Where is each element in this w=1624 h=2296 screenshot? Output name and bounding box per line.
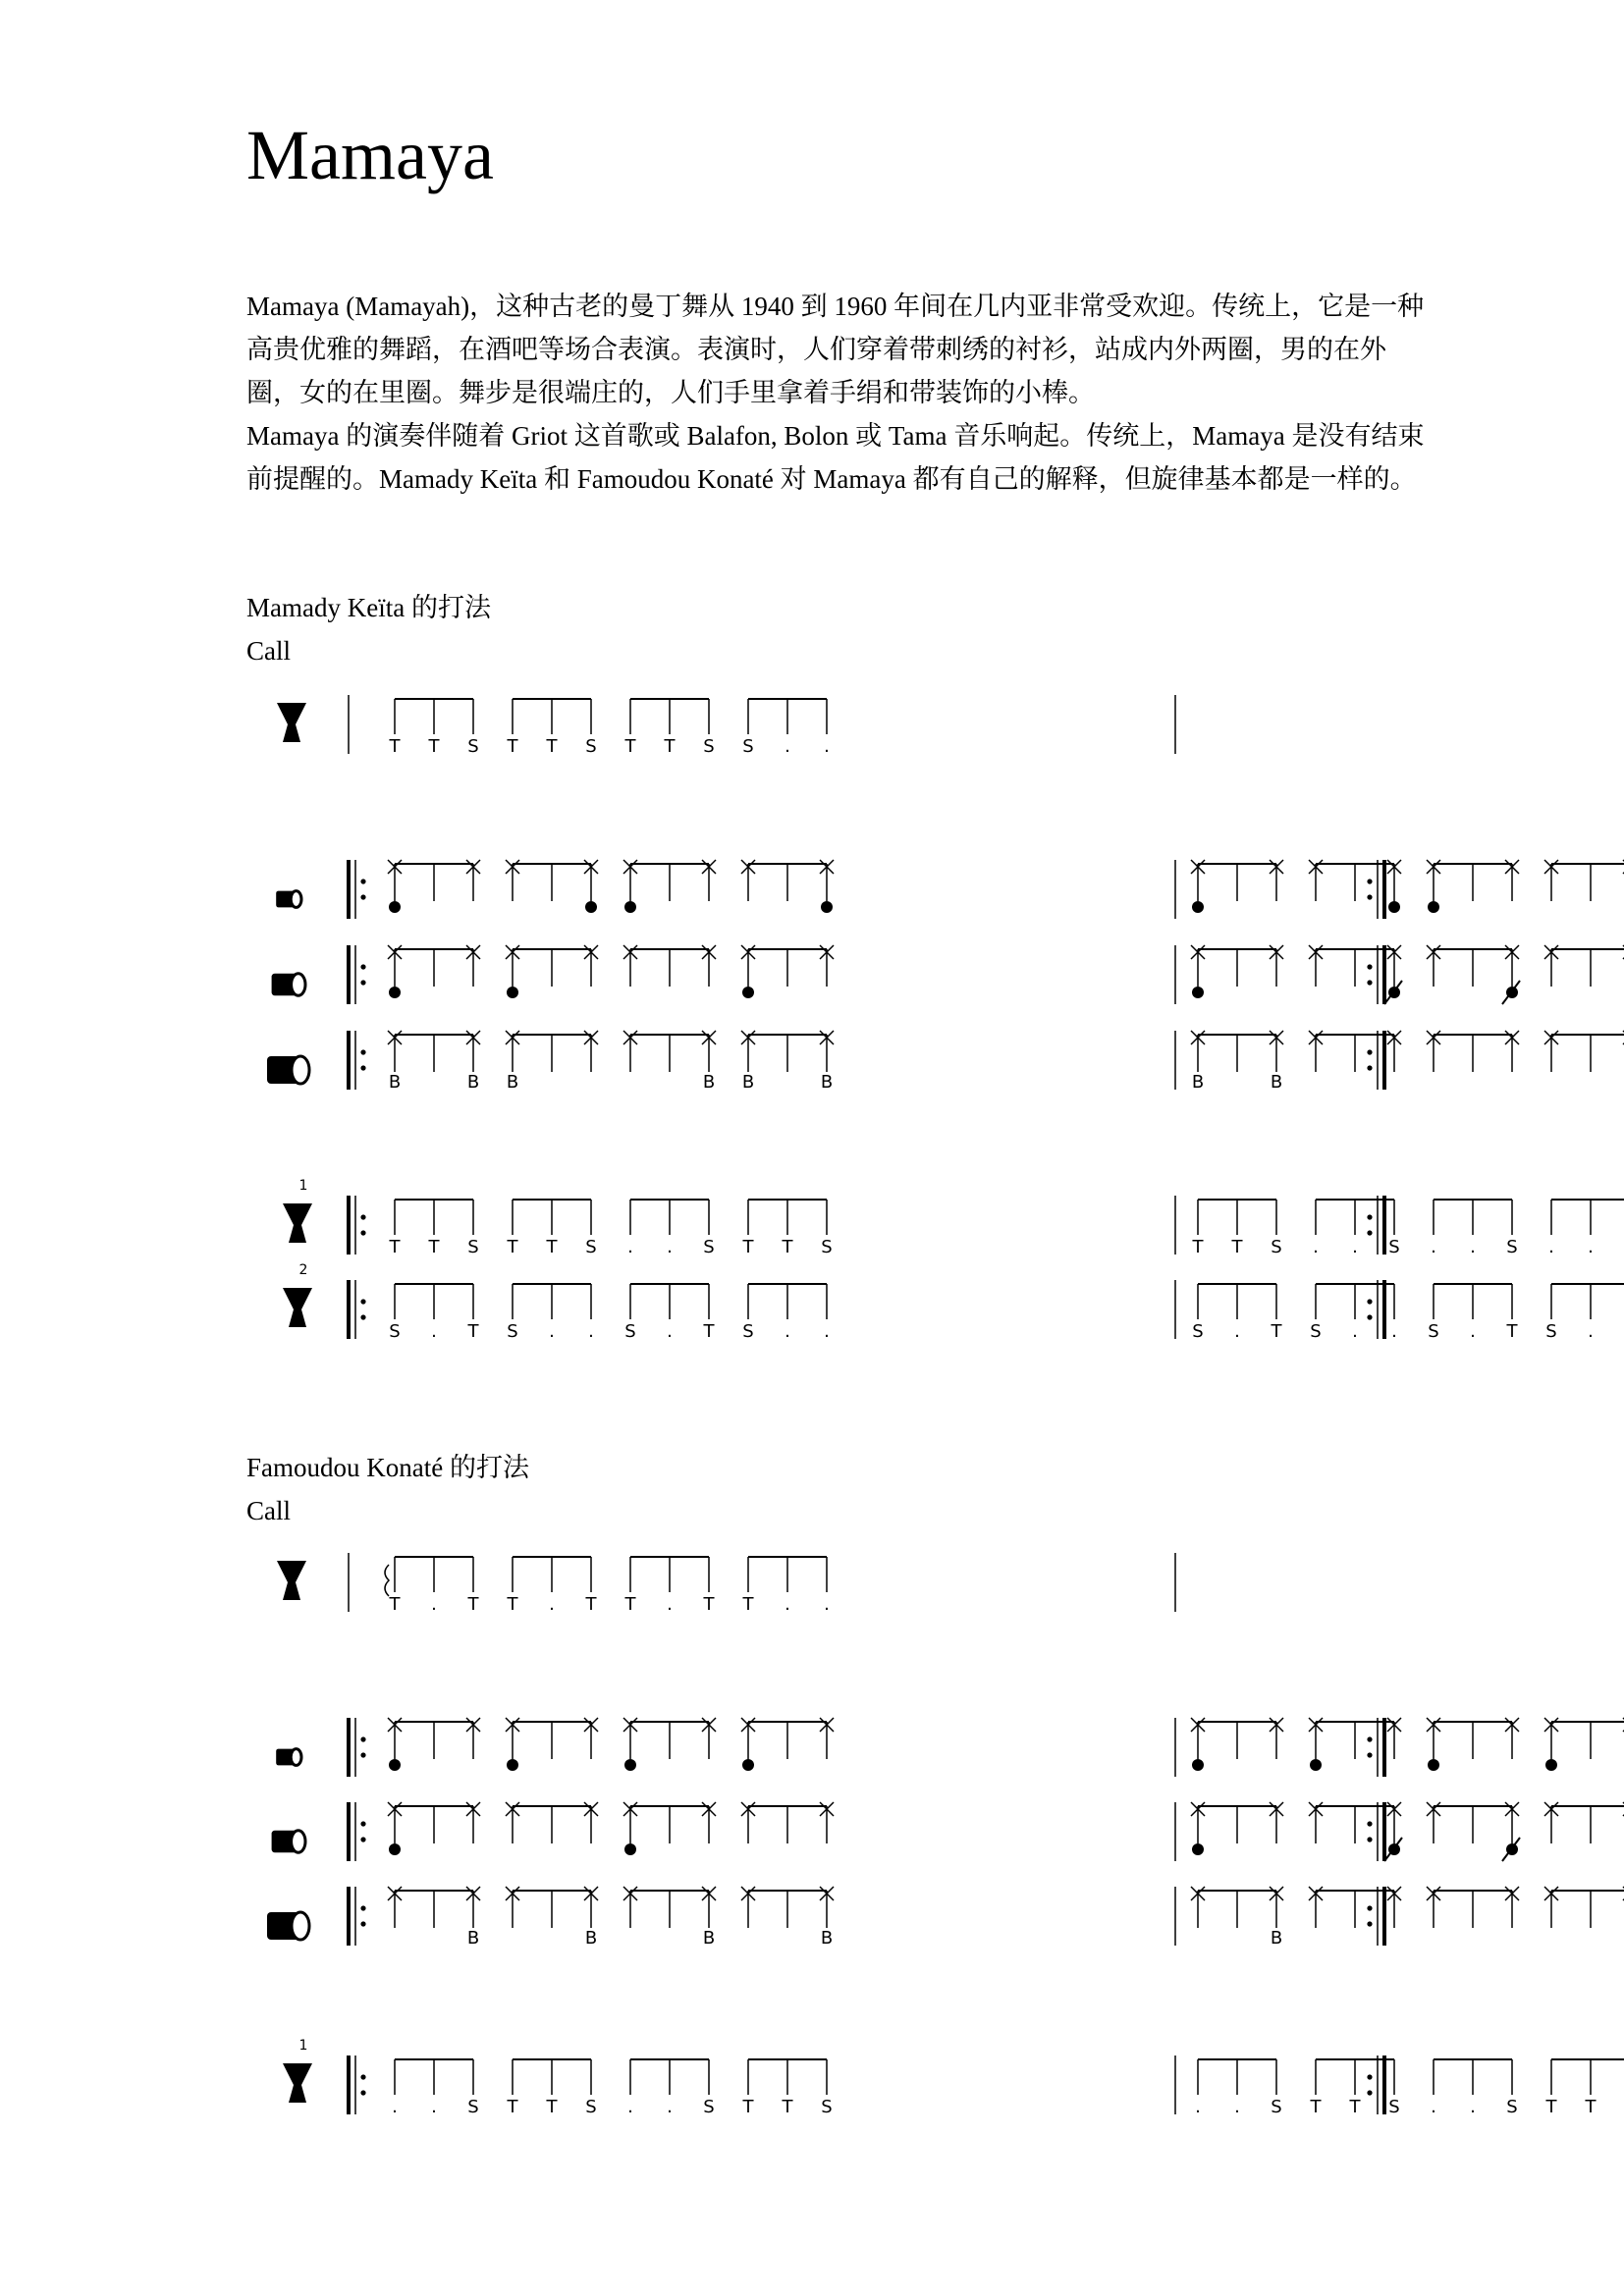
stroke-symbol: .	[1470, 2097, 1476, 2117]
repeat-dot	[360, 894, 365, 899]
repeat-dot	[360, 1837, 365, 1842]
stroke-symbol: S	[467, 736, 479, 757]
stroke-symbol: .	[588, 1321, 594, 1342]
dundunba-icon	[267, 1912, 309, 1940]
repeat-dot	[360, 1214, 365, 1219]
repeat-dot	[1367, 1299, 1372, 1304]
bass-note: B	[466, 1928, 480, 1949]
stroke-symbol: T	[703, 1321, 715, 1342]
bass-note: B	[741, 1072, 755, 1093]
repeat-dot	[1367, 1752, 1372, 1757]
section-heading-keita: Mamady Keïta 的打法	[246, 593, 491, 622]
stroke-symbol: T	[1192, 1237, 1204, 1257]
dundun-head	[292, 1056, 309, 1084]
stroke-symbol: S	[1310, 1321, 1322, 1342]
open-note	[1388, 901, 1400, 913]
stroke-symbol: S	[703, 2097, 715, 2117]
stroke-symbol: S	[742, 736, 754, 757]
stroke-symbol: .	[627, 1237, 633, 1257]
stroke-symbol: .	[1391, 1321, 1397, 1342]
djembe-icon	[283, 1203, 312, 1243]
repeat-dot	[360, 2090, 365, 2095]
stroke-symbol: .	[667, 1237, 673, 1257]
repeat-dot	[1367, 1314, 1372, 1319]
bass-note: B	[506, 1072, 519, 1093]
stroke-symbol: T	[782, 2097, 793, 2117]
stroke-symbol: S	[1506, 1237, 1518, 1257]
repeat-dot	[360, 2074, 365, 2079]
repeat-dot	[360, 1230, 365, 1235]
stroke-symbol: T	[1271, 1321, 1282, 1342]
repeat-dot	[360, 1905, 365, 1910]
stroke-symbol: T	[546, 2097, 558, 2117]
repeat-dot	[360, 1049, 365, 1054]
stroke-symbol: .	[1588, 1237, 1594, 1257]
stroke-symbol: S	[1192, 1321, 1204, 1342]
stroke-symbol: S	[1388, 1237, 1400, 1257]
repeat-dot	[1367, 1736, 1372, 1741]
bass-note: B	[820, 1928, 834, 1949]
repeat-dot	[360, 1921, 365, 1926]
stroke-symbol: .	[785, 736, 790, 757]
stroke-symbol: .	[627, 2097, 633, 2117]
dundun-head	[291, 1749, 301, 1766]
bass-note: B	[466, 1072, 480, 1093]
stroke-symbol: S	[1545, 1321, 1557, 1342]
stroke-symbol: .	[667, 1594, 673, 1615]
sangban-icon	[272, 974, 305, 995]
stroke-symbol: S	[585, 736, 597, 757]
dundun-head	[292, 1912, 309, 1940]
repeat-dot	[1367, 1921, 1372, 1926]
repeat-dot	[1367, 964, 1372, 969]
stroke-symbol: .	[431, 1594, 437, 1615]
dundun-head	[291, 891, 301, 908]
stroke-symbol: .	[431, 1321, 437, 1342]
kenkeni-icon	[276, 1749, 301, 1766]
stroke-symbol: .	[667, 2097, 673, 2117]
stroke-symbol: S	[624, 1321, 636, 1342]
open-note	[507, 987, 518, 998]
stroke-symbol: T	[389, 1237, 401, 1257]
repeat-dot	[360, 1736, 365, 1741]
stroke-symbol: T	[742, 2097, 754, 2117]
djembe-shape	[283, 1203, 312, 1243]
repeat-dot	[360, 1299, 365, 1304]
open-note	[624, 1843, 636, 1855]
stroke-symbol: .	[1431, 2097, 1436, 2117]
intro-paragraph-1: Mamaya (Mamayah)，这种古老的曼丁舞从 1940 到 1960 年间在几内亚非常受欢迎。传统上，它是一种高贵优雅的舞蹈，在酒吧等场合表演。表演时，人们穿着带刺绣的衬衫，站成内外两圈，男的在外圈，女的在里圈。舞步是很端庄的，人们手里拿着手绢和带装饰的小棒。	[246, 292, 1425, 407]
intro-paragraph-2: Mamaya 的演奏伴随着 Griot 这首歌或 Balafon, Bolon 或 Tama 音乐响起。传统上，Mamaya 是没有结束前提醒的。Mamady Keïta 和 Famoudou Konaté 对 Mamaya 都有自己的解释，但旋律基本都是一样的。	[246, 421, 1425, 494]
stroke-symbol: .	[824, 1321, 830, 1342]
stroke-symbol: T	[1506, 1321, 1518, 1342]
repeat-dot	[1367, 1821, 1372, 1826]
bass-note: B	[702, 1072, 716, 1093]
stroke-symbol: S	[467, 2097, 479, 2117]
repeat-dot	[360, 1065, 365, 1070]
stroke-symbol: .	[667, 1321, 673, 1342]
stroke-symbol: T	[664, 736, 676, 757]
stroke-symbol: .	[549, 1321, 555, 1342]
flam-mark	[385, 1565, 389, 1596]
bass-note: B	[1270, 1072, 1283, 1093]
repeat-dot	[360, 980, 365, 985]
repeat-dot	[1367, 1230, 1372, 1235]
dundun-head	[292, 974, 305, 995]
repeat-dot	[1367, 980, 1372, 985]
dundunba-icon	[267, 1056, 309, 1084]
bass-note: B	[1270, 1928, 1283, 1949]
stroke-symbol: .	[1548, 1237, 1554, 1257]
stroke-symbol: S	[1271, 2097, 1282, 2117]
open-note	[1192, 987, 1204, 998]
stroke-symbol: .	[1313, 1237, 1319, 1257]
djembe-shape	[283, 2063, 312, 2103]
bass-note: B	[820, 1072, 834, 1093]
djembe-icon	[277, 1561, 306, 1600]
stroke-symbol: .	[549, 1594, 555, 1615]
stroke-symbol: .	[1195, 2097, 1201, 2117]
stroke-symbol: S	[703, 736, 715, 757]
repeat-dot	[1367, 1837, 1372, 1842]
open-note	[624, 1759, 636, 1771]
dundun-head	[292, 1831, 305, 1852]
open-note	[1192, 1759, 1204, 1771]
stroke-symbol: S	[585, 1237, 597, 1257]
repeat-dot	[360, 879, 365, 883]
stroke-symbol: T	[1545, 2097, 1557, 2117]
stroke-symbol: .	[1234, 2097, 1240, 2117]
stroke-symbol: T	[624, 736, 636, 757]
voice-number: 1	[298, 2038, 308, 2054]
stroke-symbol: T	[624, 1594, 636, 1615]
stroke-symbol: T	[742, 1594, 754, 1615]
stroke-symbol: S	[507, 1321, 518, 1342]
stroke-symbol: T	[507, 1237, 518, 1257]
voice-number: 1	[298, 1178, 308, 1194]
call-label-konate: Call	[246, 1496, 291, 1525]
voice-number: 2	[298, 1262, 308, 1278]
section-heading-konate: Famoudou Konaté 的打法	[246, 1453, 529, 1482]
djembe-shape	[277, 703, 306, 742]
repeat-dot	[1367, 2074, 1372, 2079]
repeat-dot	[1367, 1905, 1372, 1910]
stroke-symbol: T	[782, 1237, 793, 1257]
stroke-symbol: T	[467, 1321, 479, 1342]
stroke-symbol: T	[585, 1594, 597, 1615]
stroke-symbol: T	[389, 1594, 401, 1615]
stroke-symbol: S	[742, 1321, 754, 1342]
call-label-keita: Call	[246, 636, 291, 666]
repeat-dot	[1367, 879, 1372, 883]
bass-note: B	[702, 1928, 716, 1949]
stroke-symbol: T	[507, 2097, 518, 2117]
open-note	[1428, 901, 1439, 913]
stroke-symbol: .	[1352, 1321, 1358, 1342]
stroke-symbol: T	[1310, 2097, 1322, 2117]
repeat-dot	[360, 964, 365, 969]
repeat-dot	[1367, 1214, 1372, 1219]
stroke-symbol: S	[467, 1237, 479, 1257]
repeat-dot	[1367, 894, 1372, 899]
stroke-symbol: .	[431, 2097, 437, 2117]
djembe-icon	[277, 703, 306, 742]
bass-note: B	[388, 1072, 402, 1093]
stroke-symbol: T	[507, 1594, 518, 1615]
open-note	[389, 987, 401, 998]
repeat-dot	[1367, 2090, 1372, 2095]
stroke-symbol: S	[389, 1321, 401, 1342]
stroke-symbol: .	[392, 2097, 398, 2117]
open-note	[1310, 1759, 1322, 1771]
stroke-symbol: S	[1271, 1237, 1282, 1257]
stroke-symbol: S	[1428, 1321, 1439, 1342]
djembe-shape	[283, 1288, 312, 1327]
stroke-symbol: .	[785, 1321, 790, 1342]
stroke-symbol: .	[1352, 1237, 1358, 1257]
stroke-symbol: T	[546, 736, 558, 757]
repeat-dot	[360, 1752, 365, 1757]
open-note	[389, 1759, 401, 1771]
repeat-dot	[360, 1821, 365, 1826]
stroke-symbol: .	[1470, 1237, 1476, 1257]
repeat-dot	[360, 1314, 365, 1319]
sangban-icon	[272, 1831, 305, 1852]
stroke-symbol: S	[821, 1237, 833, 1257]
stroke-symbol: .	[1588, 1321, 1594, 1342]
stroke-symbol: T	[467, 1594, 479, 1615]
open-note	[1192, 901, 1204, 913]
open-note	[1545, 1759, 1557, 1771]
stroke-symbol: T	[1585, 2097, 1597, 2117]
stroke-symbol: T	[703, 1594, 715, 1615]
kenkeni-icon	[276, 891, 301, 908]
page-title: Mamaya	[246, 116, 494, 194]
open-note	[821, 901, 833, 913]
stroke-symbol: S	[1506, 2097, 1518, 2117]
open-note	[742, 1759, 754, 1771]
open-note	[742, 987, 754, 998]
djembe-icon	[283, 2063, 312, 2103]
stroke-symbol: S	[1388, 2097, 1400, 2117]
stroke-symbol: .	[1431, 1237, 1436, 1257]
stroke-symbol: T	[1349, 2097, 1361, 2117]
open-note	[624, 901, 636, 913]
stroke-symbol: S	[703, 1237, 715, 1257]
stroke-symbol: T	[742, 1237, 754, 1257]
open-note	[1428, 1759, 1439, 1771]
stroke-symbol: T	[389, 736, 401, 757]
bass-note: B	[1191, 1072, 1205, 1093]
stroke-symbol: S	[585, 2097, 597, 2117]
stroke-symbol: T	[428, 1237, 440, 1257]
bass-note: B	[584, 1928, 598, 1949]
djembe-shape	[277, 1561, 306, 1600]
stroke-symbol: T	[546, 1237, 558, 1257]
open-note	[585, 901, 597, 913]
stroke-symbol: .	[824, 736, 830, 757]
stroke-symbol: S	[821, 2097, 833, 2117]
open-note	[507, 1759, 518, 1771]
open-note	[1192, 1843, 1204, 1855]
repeat-dot	[1367, 1065, 1372, 1070]
stroke-symbol: T	[1231, 1237, 1243, 1257]
open-note	[389, 901, 401, 913]
stroke-symbol: .	[824, 1594, 830, 1615]
stroke-symbol: T	[507, 736, 518, 757]
stroke-symbol: T	[428, 736, 440, 757]
repeat-dot	[1367, 1049, 1372, 1054]
stroke-symbol: .	[785, 1594, 790, 1615]
open-note	[389, 1843, 401, 1855]
djembe-icon	[283, 1288, 312, 1327]
stroke-symbol: .	[1470, 1321, 1476, 1342]
stroke-symbol: .	[1234, 1321, 1240, 1342]
